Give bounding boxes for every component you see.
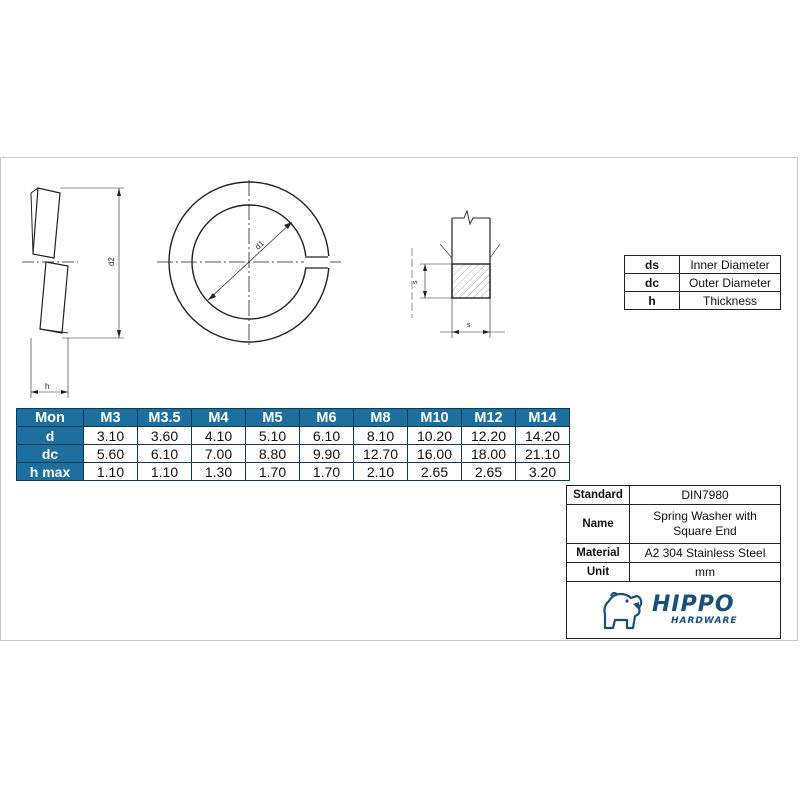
spec-cell: 6.10	[300, 427, 354, 445]
spec-cell: 12.20	[462, 427, 516, 445]
name-value	[630, 505, 781, 544]
spec-row-label: d	[17, 427, 84, 445]
spec-header-row	[17, 409, 570, 427]
unit-label: Unit	[567, 563, 630, 582]
info-row-material	[567, 544, 781, 563]
material-label: Material	[567, 544, 630, 563]
spec-cell: 21.10	[516, 445, 570, 463]
spec-cell: 8.10	[354, 427, 408, 445]
logo-cell	[567, 582, 781, 639]
spec-cell: 1.70	[300, 463, 354, 481]
spec-cell: 4.10	[192, 427, 246, 445]
legend-description: Outer Diameter	[680, 274, 781, 292]
front-view	[157, 180, 343, 346]
spec-cell: 2.65	[408, 463, 462, 481]
brand-logo	[597, 588, 738, 632]
hippo-icon	[597, 588, 645, 632]
info-row-standard	[567, 486, 781, 505]
spec-row-d	[17, 427, 570, 445]
size-header: M3	[84, 409, 138, 427]
s-side-label: s	[412, 280, 419, 284]
spec-cell: 16.00	[408, 445, 462, 463]
spec-cell: 5.60	[84, 445, 138, 463]
logo-subtext: HARDWARE	[671, 616, 738, 626]
size-header: M3.5	[138, 409, 192, 427]
size-header: M14	[516, 409, 570, 427]
legend-symbol: h	[625, 292, 680, 310]
spec-cell: 2.10	[354, 463, 408, 481]
info-row-name	[567, 505, 781, 544]
logo-text: HIPPO	[652, 592, 735, 617]
legend-row	[625, 256, 781, 274]
spec-cell: 3.10	[84, 427, 138, 445]
spec-cell: 1.70	[246, 463, 300, 481]
size-header: M4	[192, 409, 246, 427]
size-spec-table	[16, 408, 570, 481]
spec-cell: 10.20	[408, 427, 462, 445]
size-header: M6	[300, 409, 354, 427]
size-header: M5	[246, 409, 300, 427]
legend-description: Thickness	[680, 292, 781, 310]
spec-cell: 18.00	[462, 445, 516, 463]
info-row-unit	[567, 563, 781, 582]
legend-description: Inner Diameter	[680, 256, 781, 274]
spec-row-dc	[17, 445, 570, 463]
spec-row-h-max	[17, 463, 570, 481]
spec-cell: 12.70	[354, 445, 408, 463]
legend-symbol: dc	[625, 274, 680, 292]
spec-header-label: Mon	[17, 409, 84, 427]
h-label: h	[45, 382, 50, 391]
standard-value: DIN7980	[630, 486, 781, 505]
s-bottom-label: s	[467, 322, 471, 329]
section-detail	[412, 211, 505, 338]
standard-label: Standard	[567, 486, 630, 505]
size-header: M12	[462, 409, 516, 427]
d1-label: d1	[253, 238, 266, 252]
d2-label: d2	[107, 257, 116, 266]
spec-cell: 1.10	[84, 463, 138, 481]
name-value-line1: Spring Washer with	[653, 509, 757, 523]
spec-cell: 3.20	[516, 463, 570, 481]
name-value-line2: Square End	[673, 524, 737, 538]
product-info-table	[566, 485, 781, 639]
spec-cell: 1.10	[138, 463, 192, 481]
spec-cell: 7.00	[192, 445, 246, 463]
size-header: M8	[354, 409, 408, 427]
spec-cell: 6.10	[138, 445, 192, 463]
spec-row-label: h max	[17, 463, 84, 481]
legend-table	[624, 255, 781, 310]
spec-row-label: dc	[17, 445, 84, 463]
spec-cell: 1.30	[192, 463, 246, 481]
legend-row	[625, 292, 781, 310]
legend-symbol: ds	[625, 256, 680, 274]
spec-cell: 3.60	[138, 427, 192, 445]
spec-cell: 9.90	[300, 445, 354, 463]
legend-row	[625, 274, 781, 292]
unit-value: mm	[630, 563, 781, 582]
spec-cell: 8.80	[246, 445, 300, 463]
logo-wordmark	[649, 594, 738, 626]
material-value: A2 304 Stainless Steel	[630, 544, 781, 563]
spec-cell: 5.10	[246, 427, 300, 445]
spec-cell: 2.65	[462, 463, 516, 481]
name-label: Name	[567, 505, 630, 544]
side-view	[22, 188, 124, 398]
size-header: M10	[408, 409, 462, 427]
spec-cell: 14.20	[516, 427, 570, 445]
info-row-logo	[567, 582, 781, 639]
